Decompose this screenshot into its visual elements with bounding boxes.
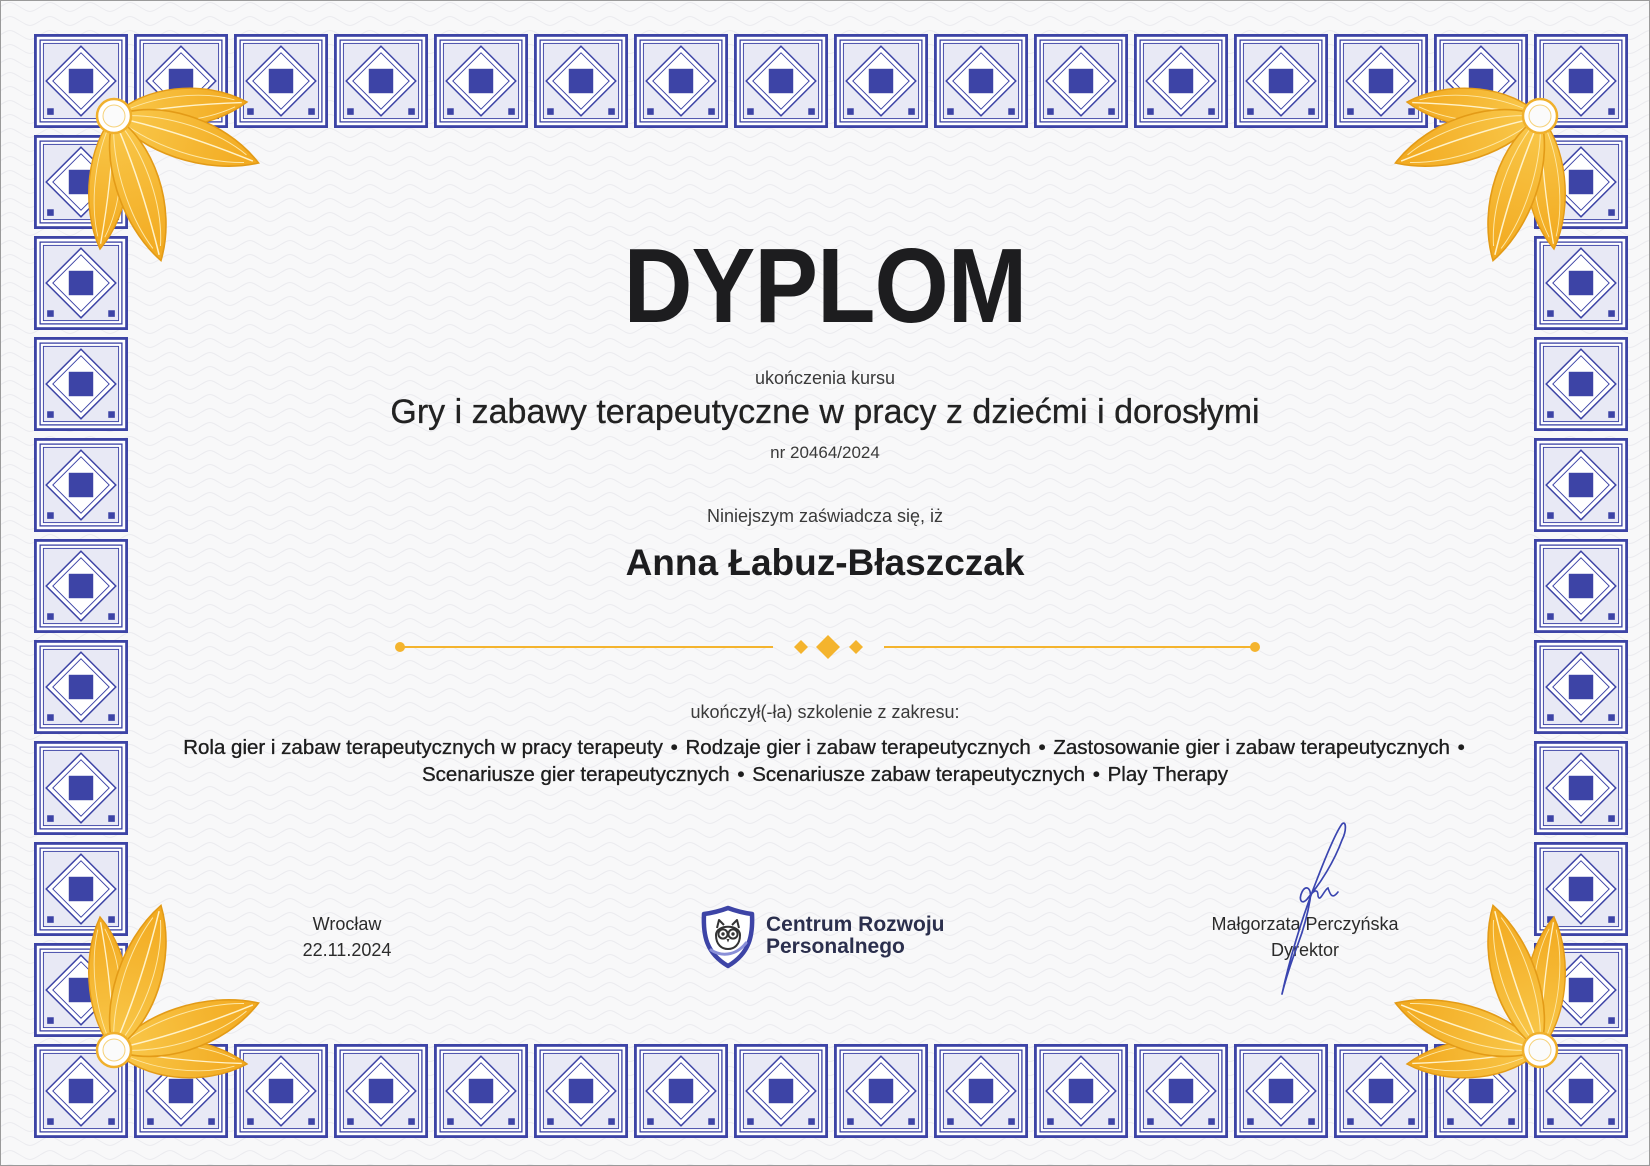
- organization-name-line-2: Personalnego: [766, 935, 905, 958]
- topic-item: Zastosowanie gier i zabaw terapeutycznych: [1053, 736, 1450, 759]
- certificate-number: nr 20464/2024: [770, 443, 880, 462]
- topic-item: Scenariusze gier terapeutycznych: [421, 762, 730, 786]
- signatory-title: Dyrektor: [1270, 940, 1339, 960]
- course-intro-text: ukończenia kursu: [754, 368, 896, 388]
- diploma-title: DYPLOM: [623, 227, 1027, 345]
- topic-separator: •: [1457, 736, 1465, 759]
- topic-separator: •: [737, 762, 745, 786]
- topic-item: Scenariusze zabaw terapeutycznych: [752, 762, 1085, 786]
- topic-separator: •: [670, 736, 678, 759]
- topic-item: Rola gier i zabaw terapeutycznych w pracy terapeuty: [183, 736, 663, 759]
- place: Wrocław: [312, 914, 382, 934]
- training-intro-text: ukończył(-ła) szkolenie z zakresu:: [690, 702, 960, 722]
- signatory-name: Małgorzata Perczyńska: [1211, 914, 1399, 934]
- topic-separator: •: [1092, 762, 1100, 786]
- issue-date: 22.11.2024: [302, 940, 392, 960]
- topic-item: Play Therapy: [1107, 762, 1229, 786]
- organization-name-line-1: Centrum Rozwoju: [766, 913, 945, 936]
- recipient-name: Anna Łabuz-Błaszczak: [625, 542, 1025, 583]
- certify-text: Niniejszym zaświadcza się, iż: [706, 506, 944, 526]
- course-name: Gry i zabawy terapeutyczne w pracy z dziećmi i dorosłymi: [390, 393, 1260, 431]
- topic-separator: •: [1038, 736, 1046, 759]
- topic-item: Rodzaje gier i zabaw terapeutycznych: [685, 736, 1031, 759]
